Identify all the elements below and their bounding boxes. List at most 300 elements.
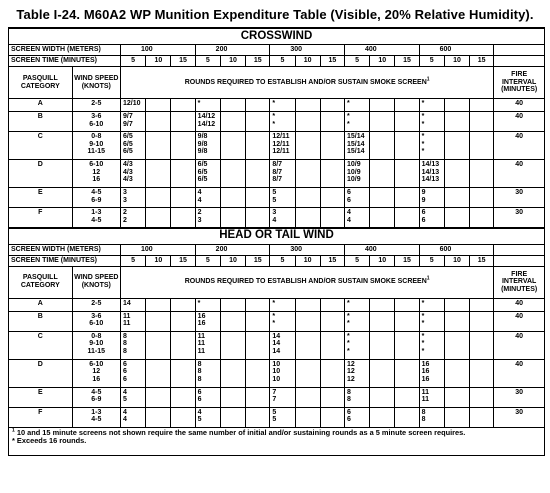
empty-cell xyxy=(246,298,270,311)
fire-interval: 40 xyxy=(494,298,545,311)
rounds-5-min xyxy=(344,298,369,311)
cell-line: * xyxy=(197,299,201,307)
wind-speed xyxy=(72,188,120,208)
table-row xyxy=(9,407,545,427)
rounds-5-min xyxy=(195,208,220,228)
cell-line: 3-6 xyxy=(91,312,102,320)
pasquill-category: D xyxy=(9,359,73,387)
cell-line: 6 xyxy=(346,189,351,196)
cell-line: 5 xyxy=(272,408,277,416)
empty-cell xyxy=(171,298,195,311)
empty-cell xyxy=(395,188,419,208)
footnote-marker: 1 xyxy=(426,275,430,282)
empty-cell xyxy=(146,311,171,331)
empty-cell xyxy=(220,132,245,160)
cell-line: 2-5 xyxy=(91,299,102,307)
empty-cell xyxy=(171,208,195,228)
empty-cell xyxy=(370,112,395,132)
cell-line: 6-9 xyxy=(91,396,102,404)
rounds-5-min xyxy=(121,160,146,188)
empty-cell xyxy=(220,331,245,359)
rounds-5-min xyxy=(344,188,369,208)
cell-line: 6-10 xyxy=(89,161,104,168)
wind-speed xyxy=(72,132,120,160)
cell-line: 10 xyxy=(272,360,281,368)
pasquill-category: B xyxy=(9,311,73,331)
cell-line: * xyxy=(421,113,425,120)
table-body xyxy=(9,28,545,455)
rounds-5-min xyxy=(121,359,146,387)
empty-cell xyxy=(295,99,320,112)
cell-line: 6/5 xyxy=(197,176,208,184)
empty-cell xyxy=(470,298,494,311)
cell-line: 8 xyxy=(123,332,127,340)
empty-cell xyxy=(295,208,320,228)
empty-cell xyxy=(444,188,469,208)
screen-time-label: SCREEN TIME (MINUTES) xyxy=(9,56,121,67)
empty-cell xyxy=(146,298,171,311)
rounds-required-text: ROUNDS REQUIRED TO ESTABLISH AND/OR SUSTAIN SMOKE SCREEN xyxy=(184,78,427,86)
table-row xyxy=(9,112,545,132)
rounds-required-header xyxy=(121,67,494,99)
rounds-5-min xyxy=(344,311,369,331)
empty-cell xyxy=(395,99,419,112)
section-title: CROSSWIND xyxy=(9,28,545,45)
empty-cell xyxy=(146,112,171,132)
empty-cell xyxy=(220,298,245,311)
empty-cell xyxy=(220,387,245,407)
cell-line: * xyxy=(272,120,276,128)
footnote-marker: 1 xyxy=(426,76,430,83)
rounds-5-min xyxy=(121,208,146,228)
rounds-5-min xyxy=(344,208,369,228)
rounds-5-min xyxy=(270,298,295,311)
empty-cell xyxy=(494,255,545,266)
rounds-5-min xyxy=(419,331,444,359)
rounds-5-min xyxy=(195,132,220,160)
cell-line: 11 xyxy=(197,332,206,340)
wind-speed xyxy=(72,99,120,112)
empty-cell xyxy=(444,387,469,407)
empty-cell xyxy=(470,132,494,160)
cell-line: 6 xyxy=(346,416,351,424)
fire-interval: 30 xyxy=(494,387,545,407)
empty-cell xyxy=(246,188,270,208)
screen-time-value: 5 xyxy=(419,56,444,67)
rounds-5-min xyxy=(419,298,444,311)
rounds-5-min xyxy=(121,331,146,359)
cell-line: * xyxy=(272,320,276,328)
screen-width-value: 100 xyxy=(121,244,196,255)
wind-speed xyxy=(72,311,120,331)
rounds-5-min xyxy=(121,112,146,132)
cell-line: 6/5 xyxy=(123,148,133,156)
wind-speed xyxy=(72,359,120,387)
cell-line: 2-5 xyxy=(91,100,102,107)
cell-line: * xyxy=(272,312,276,320)
empty-cell xyxy=(470,387,494,407)
empty-cell xyxy=(295,387,320,407)
screen-width-label: SCREEN WIDTH (METERS) xyxy=(9,244,121,255)
rounds-5-min xyxy=(121,311,146,331)
cell-line: 8 xyxy=(421,408,426,416)
table-row xyxy=(9,188,545,208)
empty-cell xyxy=(444,331,469,359)
empty-cell xyxy=(370,359,395,387)
rounds-5-min xyxy=(419,160,444,188)
empty-cell xyxy=(395,331,419,359)
cell-line: 16 xyxy=(421,360,430,368)
screen-time-value: 10 xyxy=(146,255,171,266)
cell-line: * xyxy=(421,347,425,355)
screen-width-row xyxy=(9,244,545,255)
rounds-5-min xyxy=(419,112,444,132)
empty-cell xyxy=(444,311,469,331)
cell-line: 2 xyxy=(123,209,127,216)
cell-line: 12/11 xyxy=(272,148,290,156)
cell-line: * xyxy=(346,320,350,328)
empty-cell xyxy=(146,359,171,387)
cell-line: 8 xyxy=(346,388,351,396)
empty-cell xyxy=(320,311,344,331)
cell-line: 4 xyxy=(197,408,202,416)
screen-time-label: SCREEN TIME (MINUTES) xyxy=(9,255,121,266)
table-row xyxy=(9,132,545,160)
cell-line: 9/7 xyxy=(123,113,133,120)
cell-line: * xyxy=(421,100,425,107)
fire-interval: 40 xyxy=(494,99,545,112)
table-row xyxy=(9,298,545,311)
section-banner xyxy=(9,228,545,245)
cell-line: 4/3 xyxy=(123,161,133,168)
cell-line: 9 xyxy=(421,196,426,204)
empty-cell xyxy=(171,132,195,160)
empty-cell xyxy=(146,208,171,228)
cell-line: 4 xyxy=(272,216,277,224)
rounds-5-min xyxy=(121,132,146,160)
fire-interval: 40 xyxy=(494,132,545,160)
cell-line: 14 xyxy=(123,299,131,307)
pasquill-category: B xyxy=(9,112,73,132)
cell-line: 1-3 xyxy=(91,408,102,416)
empty-cell xyxy=(320,112,344,132)
cell-line: 9/8 xyxy=(197,148,208,156)
cell-line: 12/11 xyxy=(272,140,290,148)
screen-width-value: 600 xyxy=(419,45,494,56)
fire-interval: 30 xyxy=(494,407,545,427)
rounds-5-min xyxy=(419,407,444,427)
wind-speed xyxy=(72,112,120,132)
rounds-5-min xyxy=(419,188,444,208)
empty-cell xyxy=(171,188,195,208)
pasquill-header: PASQUILL CATEGORY xyxy=(9,266,73,298)
empty-cell xyxy=(246,407,270,427)
rounds-5-min xyxy=(195,99,220,112)
cell-line: 9/8 xyxy=(197,133,208,140)
empty-cell xyxy=(220,112,245,132)
cell-line: * xyxy=(346,113,350,120)
cell-line: 11 xyxy=(421,396,430,404)
empty-cell xyxy=(295,160,320,188)
cell-line: 6/5 xyxy=(197,161,208,168)
pasquill-category: E xyxy=(9,387,73,407)
empty-cell xyxy=(220,208,245,228)
empty-cell xyxy=(395,387,419,407)
cell-line: 9 xyxy=(421,189,426,196)
cell-line: 0-8 xyxy=(91,133,102,140)
empty-cell xyxy=(470,359,494,387)
rounds-5-min xyxy=(270,132,295,160)
cell-line: 6 xyxy=(346,408,351,416)
rounds-5-min xyxy=(419,359,444,387)
cell-line: 4-5 xyxy=(91,189,102,196)
rounds-5-min xyxy=(419,311,444,331)
cell-line: 6-10 xyxy=(89,320,104,328)
pasquill-category: A xyxy=(9,99,73,112)
cell-line: 14/12 xyxy=(197,120,216,128)
cell-line: 15/14 xyxy=(346,133,365,140)
fire-interval: 40 xyxy=(494,359,545,387)
empty-cell xyxy=(295,188,320,208)
cell-line: * xyxy=(272,113,276,120)
rounds-5-min xyxy=(121,298,146,311)
footnote-row xyxy=(9,427,545,455)
cell-line: 6/5 xyxy=(197,168,208,176)
cell-line: 6 xyxy=(346,196,351,204)
cell-line: 16 xyxy=(421,375,430,383)
empty-cell xyxy=(444,407,469,427)
cell-line: 16 xyxy=(421,368,430,376)
cell-line: 8 xyxy=(421,416,426,424)
empty-cell xyxy=(146,188,171,208)
screen-time-value: 15 xyxy=(470,56,494,67)
empty-cell xyxy=(370,160,395,188)
empty-cell xyxy=(320,99,344,112)
screen-time-value: 15 xyxy=(171,255,195,266)
cell-line: 7 xyxy=(272,388,277,396)
cell-line: 6 xyxy=(123,375,127,383)
empty-cell xyxy=(246,99,270,112)
cell-line: 16 xyxy=(197,320,206,328)
screen-time-value: 15 xyxy=(395,255,419,266)
cell-line: 12/10 xyxy=(123,100,141,107)
table-row xyxy=(9,160,545,188)
cell-line: * xyxy=(421,312,425,320)
cell-line: 4-5 xyxy=(91,388,102,396)
cell-line: 11 xyxy=(123,312,131,320)
cell-line: 4-5 xyxy=(91,416,102,424)
rounds-5-min xyxy=(270,112,295,132)
screen-time-row xyxy=(9,255,545,266)
cell-line: 6-9 xyxy=(91,196,102,204)
screen-time-row xyxy=(9,56,545,67)
screen-width-value: 600 xyxy=(419,244,494,255)
cell-line: * xyxy=(346,100,350,107)
rounds-5-min xyxy=(195,188,220,208)
cell-line: * xyxy=(346,299,350,307)
cell-line: * xyxy=(421,320,425,328)
screen-width-value: 400 xyxy=(344,244,419,255)
footnote-1-marker: 1 xyxy=(12,427,15,434)
empty-cell xyxy=(370,99,395,112)
wind-speed xyxy=(72,331,120,359)
table-row xyxy=(9,387,545,407)
cell-line: 9/8 xyxy=(197,140,208,148)
screen-time-value: 10 xyxy=(444,255,469,266)
cell-line: 9-10 xyxy=(89,140,104,148)
rounds-5-min xyxy=(344,160,369,188)
cell-line: 12 xyxy=(92,368,101,376)
wind-speed xyxy=(72,407,120,427)
empty-cell xyxy=(494,45,545,56)
cell-line: * xyxy=(197,100,201,107)
cell-line: * xyxy=(421,332,425,340)
wind-speed-header: WIND SPEED (KNOTS) xyxy=(72,67,120,99)
empty-cell xyxy=(370,298,395,311)
cell-line: * xyxy=(421,133,425,140)
cell-line: 12/11 xyxy=(272,133,290,140)
cell-line: 14 xyxy=(272,332,281,340)
empty-cell xyxy=(146,132,171,160)
section-title: HEAD OR TAIL WIND xyxy=(9,228,545,245)
empty-cell xyxy=(220,160,245,188)
rounds-5-min xyxy=(195,387,220,407)
rounds-5-min xyxy=(270,387,295,407)
empty-cell xyxy=(246,112,270,132)
rounds-5-min xyxy=(270,359,295,387)
cell-line: 8/7 xyxy=(272,161,283,168)
empty-cell xyxy=(395,208,419,228)
cell-line: 12 xyxy=(346,375,355,383)
cell-line: 14/13 xyxy=(421,168,440,176)
cell-line: 3 xyxy=(197,216,202,224)
empty-cell xyxy=(220,359,245,387)
empty-cell xyxy=(320,298,344,311)
cell-line: 5 xyxy=(123,396,127,404)
screen-width-value: 300 xyxy=(270,244,345,255)
wind-speed xyxy=(72,160,120,188)
screen-time-value: 5 xyxy=(121,56,146,67)
cell-line: 14/12 xyxy=(197,113,216,120)
fire-interval-header: FIRE INTERVAL (MINUTES) xyxy=(494,67,545,99)
wind-speed xyxy=(72,208,120,228)
fire-interval: 40 xyxy=(494,160,545,188)
empty-cell xyxy=(470,407,494,427)
empty-cell xyxy=(246,331,270,359)
empty-cell xyxy=(246,208,270,228)
footnote-1-text: 10 and 15 minute screens not shown require the same number of initial and/or sustaining rounds as a 5 minute screen requires. xyxy=(14,427,466,437)
pasquill-category: C xyxy=(9,132,73,160)
rounds-5-min xyxy=(270,160,295,188)
empty-cell xyxy=(370,407,395,427)
cell-line: * xyxy=(421,340,425,348)
empty-cell xyxy=(470,331,494,359)
empty-cell xyxy=(395,132,419,160)
screen-width-value: 400 xyxy=(344,45,419,56)
cell-line: 8 xyxy=(197,375,202,383)
empty-cell xyxy=(295,407,320,427)
rounds-5-min xyxy=(195,298,220,311)
cell-line: 4 xyxy=(123,408,127,416)
screen-time-value: 10 xyxy=(370,255,395,266)
screen-time-value: 5 xyxy=(419,255,444,266)
pasquill-category: E xyxy=(9,188,73,208)
wind-speed xyxy=(72,298,120,311)
column-header-row xyxy=(9,266,545,298)
empty-cell xyxy=(370,188,395,208)
pasquill-header: PASQUILL CATEGORY xyxy=(9,67,73,99)
empty-cell xyxy=(295,359,320,387)
footnote-2: * Exceeds 16 rounds. xyxy=(12,436,87,446)
fire-interval: 40 xyxy=(494,112,545,132)
empty-cell xyxy=(171,112,195,132)
fire-interval: 40 xyxy=(494,331,545,359)
empty-cell xyxy=(444,359,469,387)
rounds-5-min xyxy=(419,208,444,228)
empty-cell xyxy=(494,56,545,67)
screen-time-value: 10 xyxy=(220,255,245,266)
cell-line: 4 xyxy=(197,196,202,204)
footnotes xyxy=(9,427,545,455)
fire-interval-header: FIRE INTERVAL (MINUTES) xyxy=(494,266,545,298)
cell-line: * xyxy=(421,120,425,128)
screen-time-value: 5 xyxy=(270,255,295,266)
empty-cell xyxy=(444,132,469,160)
empty-cell xyxy=(470,311,494,331)
cell-line: 12 xyxy=(92,168,101,176)
empty-cell xyxy=(320,208,344,228)
cell-line: 5 xyxy=(272,196,277,204)
cell-line: 11 xyxy=(421,388,430,396)
rounds-5-min xyxy=(270,407,295,427)
rounds-5-min xyxy=(270,188,295,208)
column-header-row xyxy=(9,67,545,99)
empty-cell xyxy=(370,132,395,160)
cell-line: 4/3 xyxy=(123,168,133,176)
empty-cell xyxy=(246,160,270,188)
table-row xyxy=(9,331,545,359)
empty-cell xyxy=(146,99,171,112)
cell-line: 5 xyxy=(272,416,277,424)
empty-cell xyxy=(470,208,494,228)
empty-cell xyxy=(171,387,195,407)
rounds-5-min xyxy=(419,387,444,407)
cell-line: 14/13 xyxy=(421,176,440,184)
empty-cell xyxy=(320,407,344,427)
rounds-5-min xyxy=(344,331,369,359)
cell-line: 10 xyxy=(272,368,281,376)
empty-cell xyxy=(171,407,195,427)
cell-line: 4-5 xyxy=(91,216,102,224)
empty-cell xyxy=(220,188,245,208)
footnote-1 xyxy=(12,429,541,438)
cell-line: 6 xyxy=(421,209,426,216)
cell-line: * xyxy=(346,340,350,348)
cell-line: 8 xyxy=(346,396,351,404)
empty-cell xyxy=(444,298,469,311)
cell-line: 11 xyxy=(197,340,206,348)
cell-line: 2 xyxy=(123,216,127,224)
cell-line: 9-10 xyxy=(89,340,104,348)
empty-cell xyxy=(470,112,494,132)
empty-cell xyxy=(470,160,494,188)
empty-cell xyxy=(246,132,270,160)
empty-cell xyxy=(395,311,419,331)
screen-time-value: 10 xyxy=(220,56,245,67)
cell-line: 5 xyxy=(272,189,277,196)
empty-cell xyxy=(171,359,195,387)
cell-line: 3-6 xyxy=(91,113,102,120)
